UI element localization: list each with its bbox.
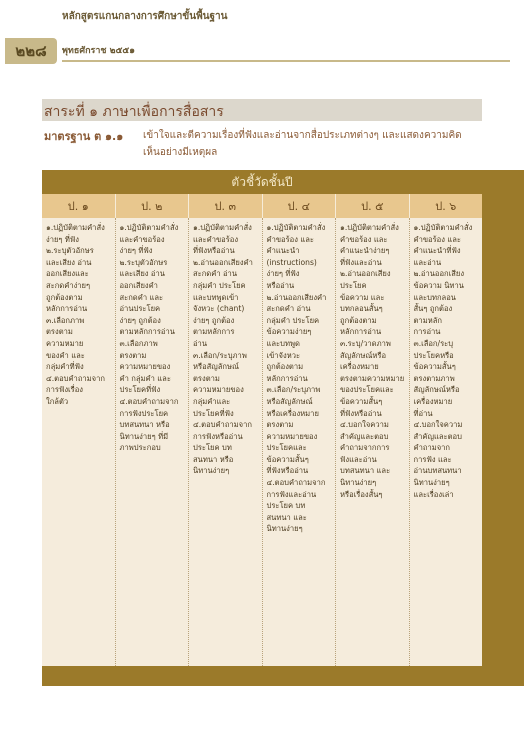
grade-header: ป. ๒ [116,194,190,218]
document-title: หลักสูตรแกนกลางการศึกษาขั้นพื้นฐาน [62,11,228,22]
indicator-item: ๓.เลือก/ระบุภาพ หรือสัญลักษณ์ หรือเครื่องหมาย ตรงตาม ความหมายของ ประโยคและ ข้อความสั้นๆ ที่ฟังหรืออ่าน [266,385,321,476]
indicator-item: ๓.เลือก/ระบุภาพ หรือสัญลักษณ์ ตรงตาม ความหมายของ กลุ่มคำและ ประโยคที่ฟัง [193,350,247,418]
document-subtitle: พุทธศักราช ๒๕๕๑ [62,46,135,56]
grade-header: ป. ๓ [189,194,263,218]
table-heading: ตัวชี้วัดชั้นปี [231,174,293,189]
grade-column [116,218,190,666]
grade-header-row [42,194,482,218]
indicator-item: ๔.บอกใจความ สำคัญและตอบ คำถามจาก การฟัง และ อ่านบทสนทนา นิทานง่ายๆ และเรื่องเล่า [413,420,463,499]
indicator-item: ๑.ปฏิบัติตามคำสั่ง และคำขอร้อง ที่ฟังหรืออ่าน [193,223,252,256]
indicator-item: ๓.เลือกภาพ ตรงตาม ความหมายของ คำ กลุ่มคำ และ ประโยคที่ฟัง [119,338,171,395]
indicator-item: ๔.ตอบคำถามจาก การฟังประโยค บทสนทนา หรือ นิทานง่ายๆ ที่มี ภาพประกอบ [119,396,179,453]
indicator-item: ๔.ตอบคำถามจาก การฟังหรืออ่าน ประโยค บท สนทนา หรือ นิทานง่ายๆ [193,420,252,476]
indicator-item: ๓.เลือก/ระบุ ประโยคหรือ ข้อความสั้นๆ ตรงตามภาพ สัญลักษณ์หรือ เครื่องหมาย ที่อ่าน [413,338,460,418]
indicator-item: ๑.ปฏิบัติตามคำสั่ง คำขอร้อง และ คำแนะนำ (instructions) ง่ายๆ ที่ฟัง หรืออ่าน [266,223,326,290]
indicator-item: ๓.ระบุ/วาดภาพ สัญลักษณ์หรือ เครื่องหมาย ตรงตามความหมาย ของประโยคและ ข้อความสั้นๆ ที่ฟังหรืออ่าน [340,338,405,418]
indicator-item: ๒.อ่านออกเสียง ประโยค ข้อความ และ บทกลอนสั้นๆ ถูกต้องตาม หลักการอ่าน [340,269,391,337]
page-number: ๒๒๘ [5,38,57,64]
grade-header: ป. ๖ [410,194,483,218]
indicator-item: ๔.ตอบคำถามจาก การฟังเรื่อง ใกล้ตัว [46,373,105,406]
indicator-item: ๑.ปฏิบัติตามคำสั่ง คำขอร้อง และ คำแนะนำง่ายๆ ที่ฟังและอ่าน [340,223,399,267]
grade-column [189,218,263,666]
standard-text: เข้าใจและตีความเรื่องที่ฟังและอ่านจากสื่อประเภทต่างๆ และแสดงความคิดเห็นอย่างมีเหตุผล [143,130,462,158]
strand-title: สาระที่ ๑ ภาษาเพื่อการสื่อสาร [44,104,224,120]
indicator-grid [42,218,482,666]
standard-label: มาตรฐาน ต ๑.๑ [44,130,124,143]
indicator-item: ๑.ปฏิบัติตามคำสั่ง คำขอร้อง และ คำแนะนำที่ฟัง และอ่าน [413,223,473,267]
indicator-item: ๑.ปฏิบัติตามคำสั่ง ง่ายๆ ที่ฟัง [46,223,105,244]
indicator-item: ๒.อ่านออกเสียง ข้อความ นิทาน และบทกลอน สั้นๆ ถูกต้อง ตามหลัก การอ่าน [413,269,465,337]
indicator-item: ๑.ปฏิบัติตามคำสั่ง และคำขอร้อง ง่ายๆ ที่ฟัง [119,223,179,256]
grade-header: ป. ๑ [42,194,116,218]
grade-column [336,218,410,666]
indicator-item: ๒.ระบุตัวอักษร และเสียง อ่าน ออกเสียงและ สะกดคำง่ายๆ ถูกต้องตาม หลักการอ่าน [46,246,94,314]
grade-column [410,218,483,666]
indicator-item: ๒.อ่านออกเสียงคำ สะกดคำ อ่าน กลุ่มคำ ประโยค ข้อความง่ายๆ และบทพูด เข้าจังหวะ ถูกต้องตาม หลักการอ่าน [266,292,327,383]
indicator-item: ๒.อ่านออกเสียงคำ สะกดคำ อ่าน กลุ่มคำ ประโยค และบทพูดเข้า จังหวะ (chant) ง่ายๆ ถูกต้อง ตามหลักการ อ่าน [193,257,253,348]
grade-header: ป. ๔ [263,194,337,218]
header-rule [62,60,510,62]
grade-header: ป. ๕ [336,194,410,218]
grade-column [42,218,116,666]
indicator-item: ๒.ระบุตัวอักษร และเสียง อ่าน ออกเสียงคำ สะกดคำ และ อ่านประโยค ง่ายๆ ถูกต้อง ตามหลักการอ่าน [119,257,175,337]
indicator-item: ๓.เลือกภาพ ตรงตาม ความหมาย ของคำ และ กลุ่มคำที่ฟัง [46,315,85,372]
grade-column [263,218,337,666]
indicator-item: ๔.ตอบคำถามจาก การฟังและอ่าน ประโยค บท สนทนา และ นิทานง่ายๆ [266,478,326,534]
indicator-item: ๔.บอกใจความ สำคัญและตอบ คำถามจากการ ฟังและอ่าน บทสนทนา และ นิทานง่ายๆ หรือเรื่องสั้นๆ [340,420,391,499]
